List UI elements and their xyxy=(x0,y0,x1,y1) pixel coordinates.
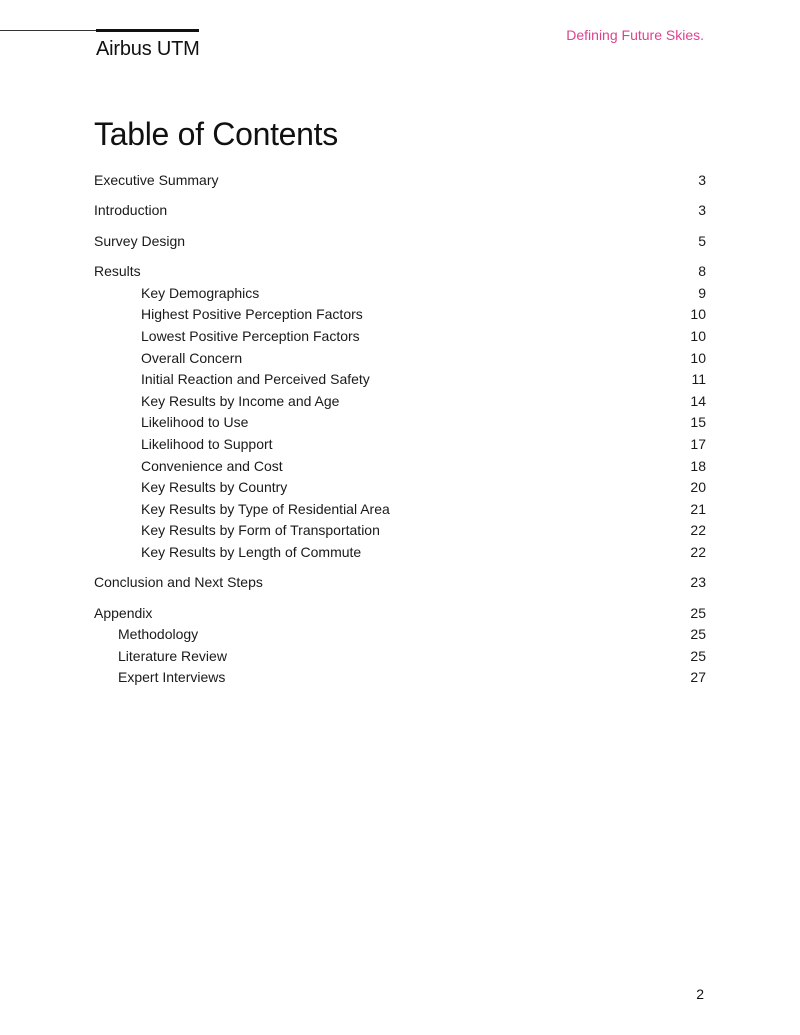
toc-entry-page: 3 xyxy=(698,172,706,188)
toc-entry[interactable] xyxy=(94,499,706,521)
tagline: Defining Future Skies. xyxy=(566,27,704,43)
toc-entry[interactable] xyxy=(94,646,706,668)
toc-entry-page: 11 xyxy=(691,371,706,388)
toc-entry-label: Overall Concern xyxy=(141,349,243,366)
toc-entry-page: 25 xyxy=(690,626,706,643)
toc-entry-label: Introduction xyxy=(94,202,168,219)
toc-entry[interactable] xyxy=(94,170,706,192)
toc-entry-label: Key Results by Form of Transportation xyxy=(141,522,380,539)
toc-entry-page: 15 xyxy=(690,414,706,431)
toc-entry[interactable] xyxy=(94,369,706,391)
toc-entry-label: Likelihood to Support xyxy=(141,435,273,452)
toc-entry-page: 3 xyxy=(698,202,706,219)
brand-name: Airbus UTM xyxy=(96,38,200,60)
toc-entry[interactable] xyxy=(94,391,706,413)
toc-entry-label: Lowest Positive Perception Factors xyxy=(141,327,360,344)
toc-entry-page: 5 xyxy=(698,232,706,249)
toc-entry-page: 25 xyxy=(690,647,706,664)
toc-entry[interactable] xyxy=(94,624,706,646)
toc-entry-label: Expert Interviews xyxy=(118,669,226,686)
toc-entry[interactable] xyxy=(94,667,706,689)
toc-entry[interactable] xyxy=(94,261,706,283)
toc-entry-label: Key Results by Country xyxy=(141,479,288,496)
toc-entry-page: 25 xyxy=(690,604,706,621)
toc-entry-page: 10 xyxy=(690,349,706,366)
toc-entry-label: Conclusion and Next Steps xyxy=(94,574,263,591)
toc-entry-page: 22 xyxy=(690,522,706,539)
toc-entry-page: 21 xyxy=(690,500,706,517)
toc-entry-label: Appendix xyxy=(94,604,153,621)
header-rule-thick xyxy=(96,29,199,32)
toc-entry[interactable] xyxy=(94,477,706,499)
toc-entry[interactable] xyxy=(94,572,706,594)
toc-entry-label: Key Results by Type of Residential Area xyxy=(141,500,390,517)
toc-entry[interactable] xyxy=(94,520,706,542)
toc-entry[interactable] xyxy=(94,304,706,326)
toc-entry-page: 14 xyxy=(690,392,706,409)
toc-entry-label: Methodology xyxy=(118,626,199,643)
toc-entry-label: Key Results by Income and Age xyxy=(141,392,340,409)
toc-entry-page: 10 xyxy=(690,327,706,344)
toc-entry-page: 18 xyxy=(690,457,706,474)
toc-entry-page: 23 xyxy=(690,574,706,591)
toc-entry-label: Results xyxy=(94,263,141,280)
toc-entry-page: 20 xyxy=(690,479,706,496)
toc-entry-label: Survey Design xyxy=(94,232,186,249)
toc-entry[interactable] xyxy=(94,283,706,305)
toc-entry[interactable] xyxy=(94,200,706,222)
toc-entry[interactable] xyxy=(94,231,706,253)
toc-entry-label: Highest Positive Perception Factors xyxy=(141,306,363,323)
page-number: 2 xyxy=(696,986,704,1002)
toc-entry[interactable] xyxy=(94,542,706,564)
toc-entry-label: Literature Review xyxy=(118,647,227,664)
toc-entry-page: 27 xyxy=(690,669,706,686)
toc-entry-page: 8 xyxy=(698,263,706,280)
toc-entry[interactable] xyxy=(94,456,706,478)
toc-entry-label: Key Results by Length of Commute xyxy=(141,543,362,560)
toc-title: Table of Contents xyxy=(94,116,338,152)
toc-entry[interactable] xyxy=(94,412,706,434)
toc-entry-label: Convenience and Cost xyxy=(141,457,283,474)
toc-entry[interactable] xyxy=(94,348,706,370)
toc-entry-page: 22 xyxy=(690,543,706,560)
toc-entry-label: Initial Reaction and Perceived Safety xyxy=(141,371,370,388)
table-of-contents xyxy=(94,170,706,689)
toc-entry-page: 10 xyxy=(690,306,706,323)
toc-entry-label: Executive Summary xyxy=(94,172,219,188)
toc-entry[interactable] xyxy=(94,434,706,456)
toc-entry-page: 17 xyxy=(690,435,706,452)
toc-entry[interactable] xyxy=(94,326,706,348)
toc-entry-page: 9 xyxy=(698,284,706,301)
toc-entry[interactable] xyxy=(94,603,706,625)
toc-entry-label: Likelihood to Use xyxy=(141,414,249,431)
toc-entry-label: Key Demographics xyxy=(141,284,260,301)
